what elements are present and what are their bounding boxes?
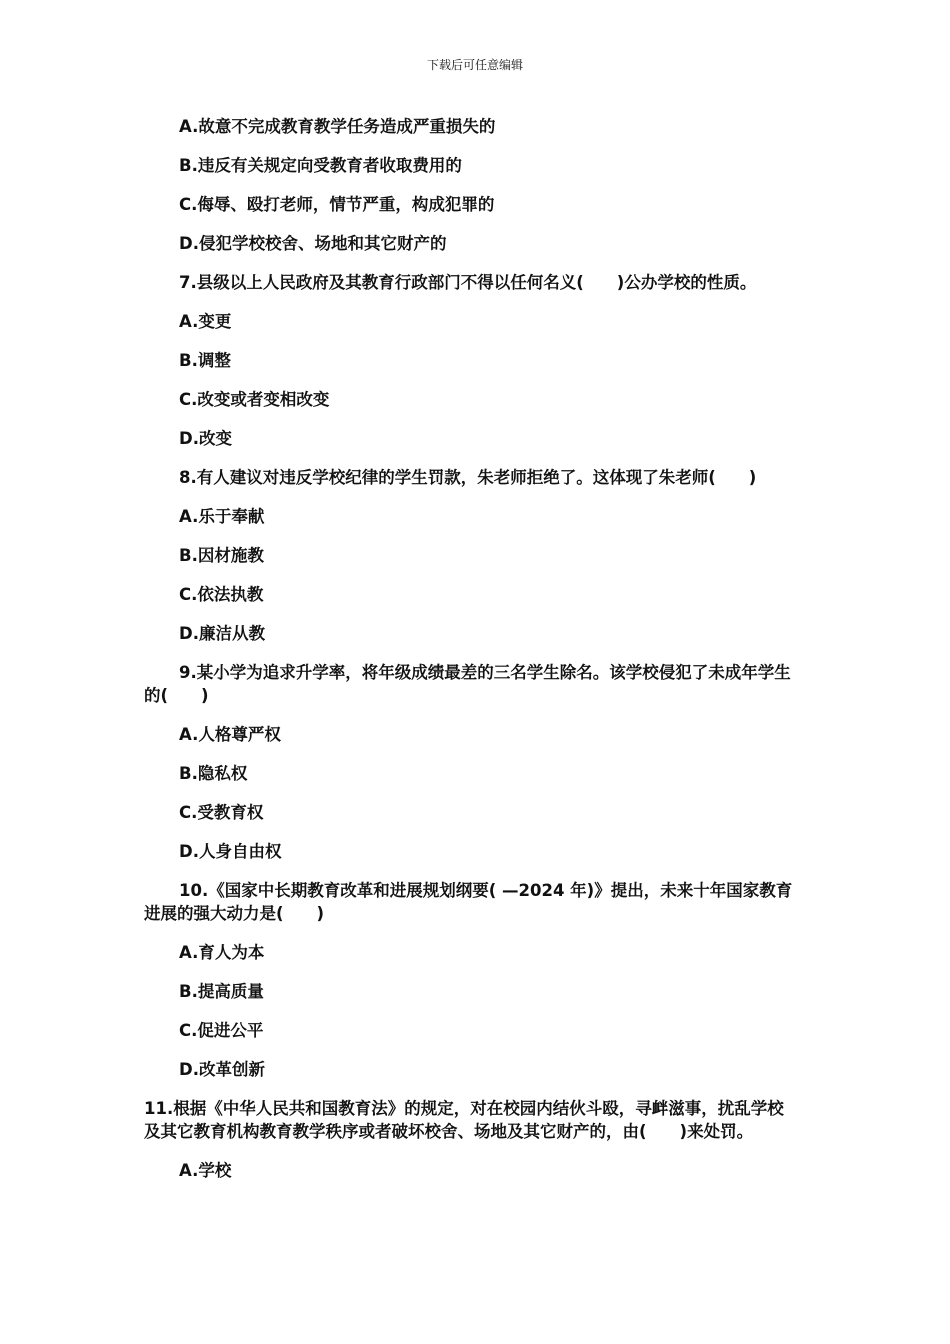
option-8c: C.依法执教 [179, 585, 264, 604]
option-8b: B.因材施教 [179, 546, 264, 565]
option-6b: B.违反有关规定向受教育者收取费用的 [179, 156, 462, 175]
option-11a: A.学校 [179, 1161, 232, 1180]
option-10c: C.促进公平 [179, 1021, 264, 1040]
question-7: 7.县级以上人民政府及其教育行政部门不得以任何名义( )公办学校的性质。 [179, 273, 757, 292]
option-7c: C.改变或者变相改变 [179, 390, 330, 409]
option-9d: D.人身自由权 [179, 842, 282, 861]
option-7d: D.改变 [179, 429, 232, 448]
option-8a: A.乐于奉献 [179, 507, 265, 526]
document-body [144, 115, 796, 1198]
option-9c: C.受教育权 [179, 803, 264, 822]
question-10: 10.《国家中长期教育改革和进展规划纲要( —2024 年)》提出，未来十年国家教育进展的强大动力是( ) [144, 881, 793, 923]
option-10d: D.改革创新 [179, 1060, 265, 1079]
option-10a: A.育人为本 [179, 943, 265, 962]
option-7b: B.调整 [179, 351, 231, 370]
question-9: 9.某小学为追求升学率，将年级成绩最差的三名学生除名。该学校侵犯了未成年学生的( ) [144, 663, 791, 705]
question-8: 8.有人建议对违反学校纪律的学生罚款，朱老师拒绝了。这体现了朱老师( ) [179, 468, 757, 487]
option-6a: A.故意不完成教育教学任务造成严重损失的 [179, 117, 496, 136]
question-11: 11.根据《中华人民共和国教育法》的规定，对在校园内结伙斗殴，寻衅滋事，扰乱学校及其它教育机构教育教学秩序或者破坏校舍、场地及其它财产的，由( )来处罚。 [144, 1099, 784, 1141]
option-9b: B.隐私权 [179, 764, 248, 783]
option-10b: B.提高质量 [179, 982, 264, 1001]
page-header: 下载后可任意编辑 [426, 58, 523, 72]
option-9a: A.人格尊严权 [179, 725, 281, 744]
option-7a: A.变更 [179, 312, 232, 331]
option-6d: D.侵犯学校校舍、场地和其它财产的 [179, 234, 447, 253]
option-8d: D.廉洁从教 [179, 624, 265, 643]
option-6c: C.侮辱、殴打老师，情节严重，构成犯罪的 [179, 195, 495, 214]
